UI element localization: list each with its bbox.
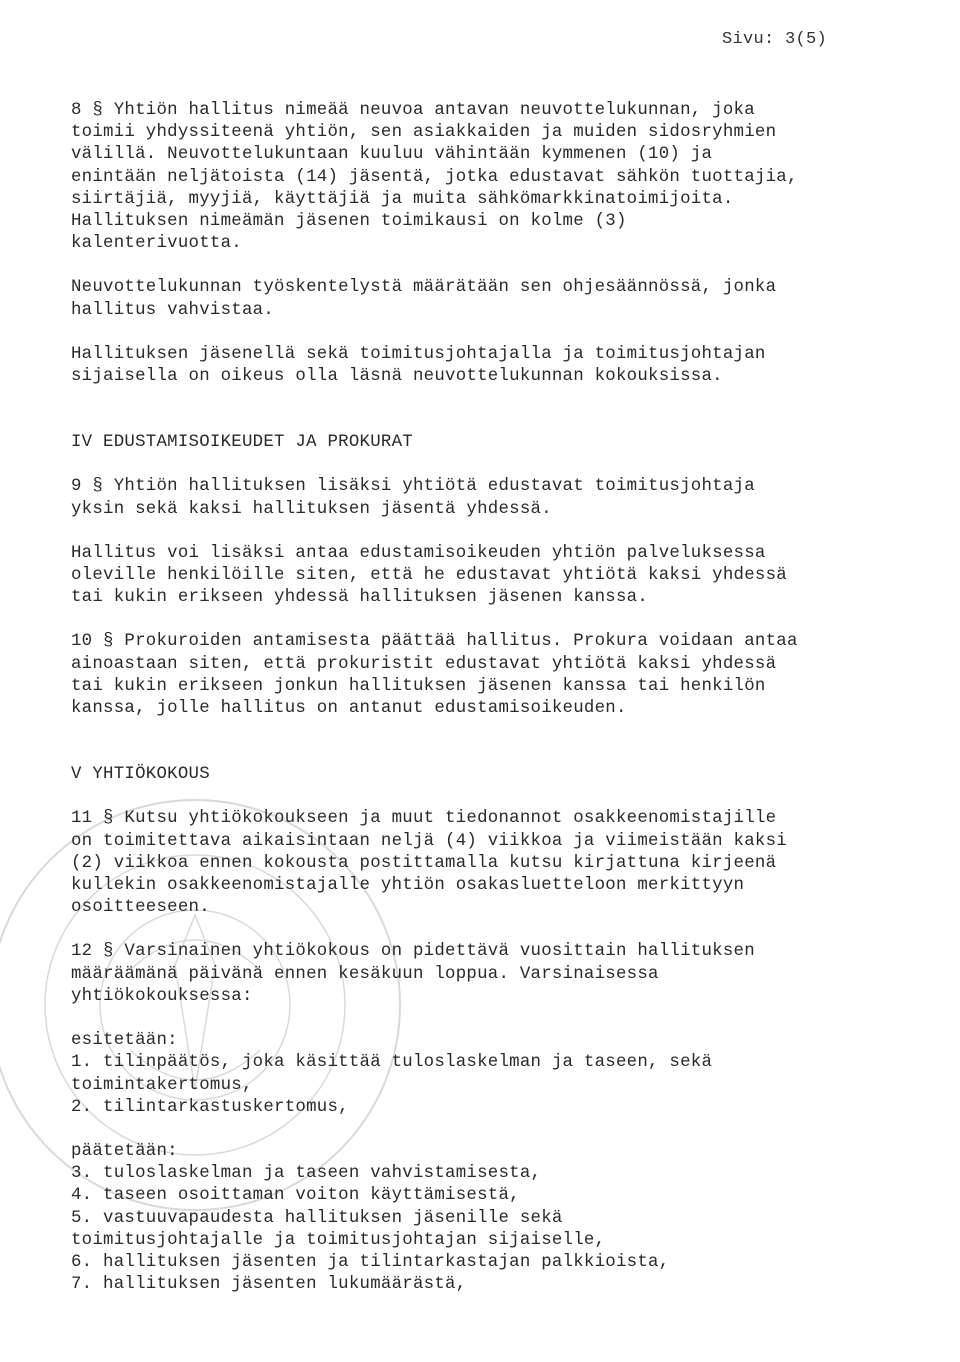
section-9-paragraph-2-line: tai kukin erikseen yhdessä hallituksen jäsenen kanssa. — [71, 588, 649, 608]
section-8-line: Hallituksen nimeämän jäsenen toimikausi on kolme (3) — [71, 212, 627, 232]
section-12-line: yhtiökokouksessa: — [71, 986, 253, 1006]
paatetaan-item: toimitusjohtajalle ja toimitusjohtajan sijaiselle, — [71, 1230, 606, 1250]
section-10-line: 10 § Prokuroiden antamisesta päättää hallitus. Prokura voidaan antaa — [71, 632, 798, 652]
chapter-heading-iv: IV EDUSTAMISOIKEUDET JA PROKURAT — [71, 433, 413, 453]
esitetaan-label: esitetään: — [71, 1031, 178, 1051]
section-8-line: siirtäjiä, myyjiä, käyttäjiä ja muita sähkömarkkinatoimijoita. — [71, 189, 734, 209]
section-8-line: toimii yhdyssiteenä yhtiön, sen asiakkaiden ja muiden sidosryhmien — [71, 123, 777, 143]
section-11-line: on toimitettava aikaisintaan neljä (4) viikkoa ja viimeistään kaksi — [71, 831, 787, 851]
section-11-line: 11 § Kutsu yhtiökokoukseen ja muut tiedonannot osakkeenomistajille — [71, 809, 777, 829]
paatetaan-label: päätetään: — [71, 1141, 178, 1161]
paatetaan-item: 6. hallituksen jäsenten ja tilintarkastajan palkkioista, — [71, 1252, 670, 1272]
section-8-line: enintään neljätoista (14) jäsentä, jotka edustavat sähkön tuottajia, — [71, 167, 798, 187]
section-9-line: yksin sekä kaksi hallituksen jäsentä yhdessä. — [71, 499, 552, 519]
section-8-line: kalenterivuotta. — [71, 234, 242, 254]
section-9-paragraph-2-line: Hallitus voi lisäksi antaa edustamisoikeuden yhtiön palveluksessa — [71, 543, 766, 563]
section-8-paragraph-2-line: Neuvottelukunnan työskentelystä määrätään sen ohjesäännössä, jonka — [71, 278, 777, 298]
paatetaan-item: 5. vastuuvapaudesta hallituksen jäsenille sekä — [71, 1208, 563, 1228]
section-8-line: 8 § Yhtiön hallitus nimeää neuvoa antavan neuvottelukunnan, joka — [71, 101, 755, 120]
section-10-line: ainoastaan siten, että prokuristit edustavat yhtiötä kaksi yhdessä — [71, 654, 777, 674]
paatetaan-item: 3. tuloslaskelman ja taseen vahvistamisesta, — [71, 1164, 542, 1184]
section-8-line: välillä. Neuvottelukuntaan kuuluu vähintään kymmenen (10) ja — [71, 145, 713, 165]
section-12-line: määräämänä päivänä ennen kesäkuun loppua. Varsinaisessa — [71, 964, 659, 984]
page-number: Sivu: 3(5) — [722, 30, 828, 49]
esitetaan-item: 1. tilinpäätös, joka käsittää tuloslaskelman ja taseen, sekä — [71, 1053, 713, 1073]
section-8-paragraph-2-line: hallitus vahvistaa. — [71, 300, 275, 320]
chapter-heading-v: V YHTIÖKOKOUS — [71, 765, 210, 785]
document-body — [71, 100, 871, 1296]
section-11-line: kullekin osakkeenomistajalle yhtiön osakasluetteloon merkittyyn — [71, 876, 745, 896]
section-10-line: tai kukin erikseen jonkun hallituksen jäsenen kanssa tai henkilön — [71, 676, 766, 696]
section-8-paragraph-3-line: Hallituksen jäsenellä sekä toimitusjohtajalla ja toimitusjohtajan — [71, 344, 766, 364]
section-8-paragraph-3-line: sijaisella on oikeus olla läsnä neuvottelukunnan kokouksissa. — [71, 367, 723, 387]
section-9-paragraph-2-line: oleville henkilöille siten, että he edustavat yhtiötä kaksi yhdessä — [71, 566, 787, 586]
section-12-line: 12 § Varsinainen yhtiökokous on pidettävä vuosittain hallituksen — [71, 942, 755, 962]
paatetaan-item: 4. taseen osoittaman voiton käyttämisestä, — [71, 1186, 520, 1206]
esitetaan-item: 2. tilintarkastuskertomus, — [71, 1097, 349, 1117]
section-11-line: (2) viikkoa ennen kokousta postittamalla kutsu kirjattuna kirjeenä — [71, 853, 777, 873]
section-11-line: osoitteeseen. — [71, 898, 210, 918]
esitetaan-item: toimintakertomus, — [71, 1075, 253, 1095]
section-10-line: kanssa, jolle hallitus on antanut edustamisoikeuden. — [71, 699, 627, 719]
section-9-line: 9 § Yhtiön hallituksen lisäksi yhtiötä edustavat toimitusjohtaja — [71, 477, 755, 497]
paatetaan-item: 7. hallituksen jäsenten lukumäärästä, — [71, 1275, 467, 1295]
